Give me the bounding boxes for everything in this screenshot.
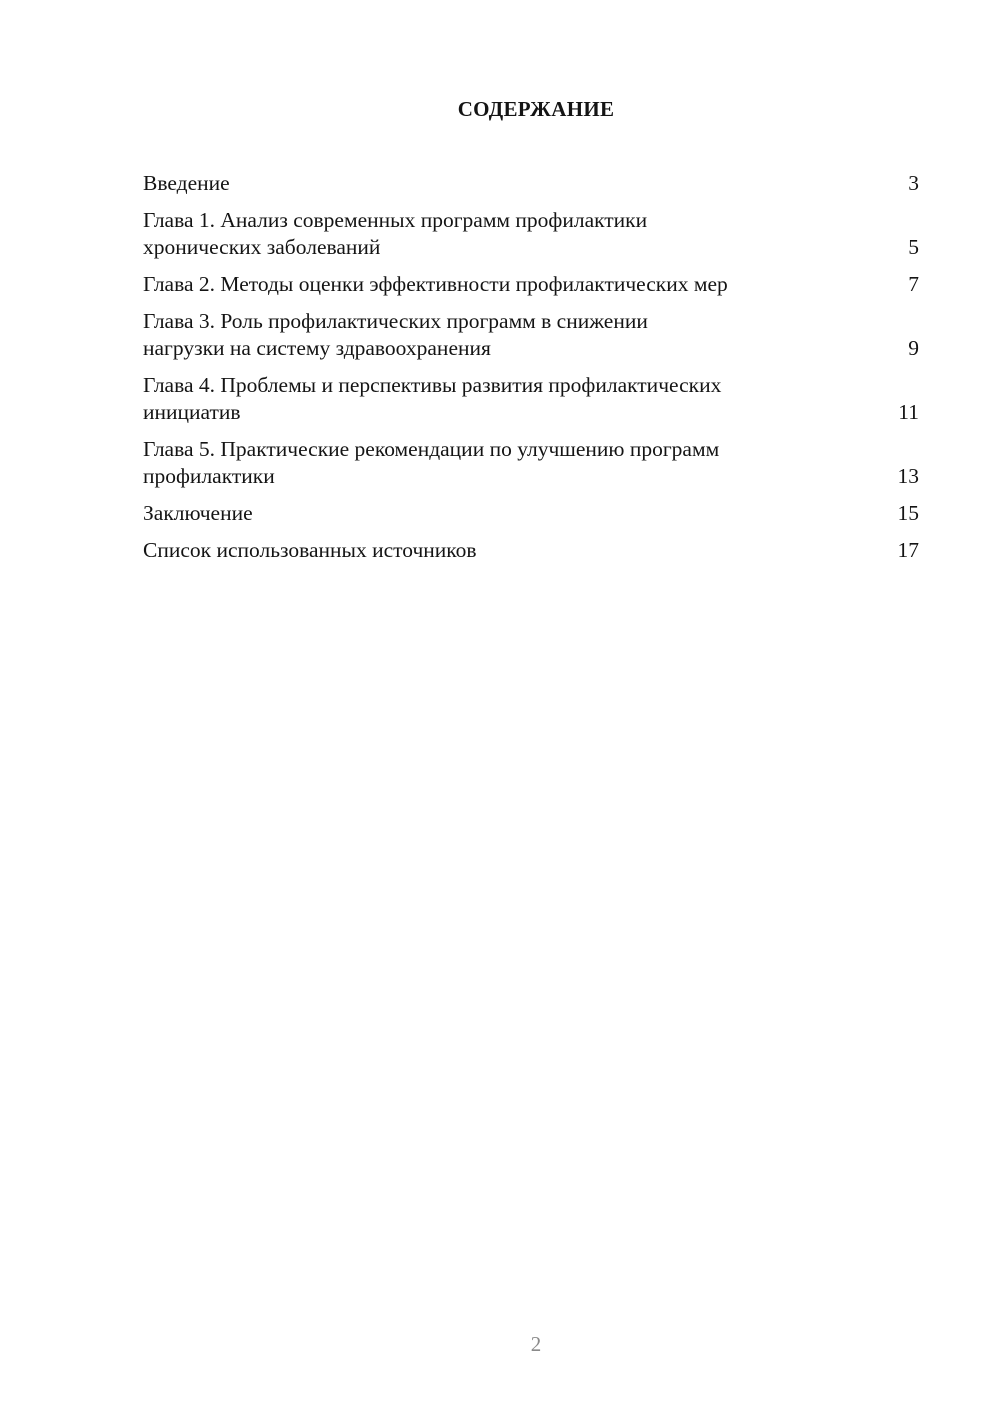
toc-entry-page: 13 <box>897 464 919 488</box>
toc-entry-line: Глава 4. Проблемы и перспективы развития профилактических <box>143 373 722 397</box>
page-number: 2 <box>530 1332 542 1356</box>
toc-entry-title <box>143 170 908 197</box>
toc-entry-chapter-1 <box>143 207 919 261</box>
toc-entry-title <box>143 372 898 426</box>
toc-entry-chapter-4 <box>143 372 919 426</box>
toc-entry-line: Глава 3. Роль профилактических программ в снижении <box>143 309 648 333</box>
toc-entry-page: 3 <box>908 171 919 195</box>
toc-entry-line: Заключение <box>143 501 253 525</box>
toc-entry-line: Список использованных источников <box>143 538 477 562</box>
toc-entry-line: Введение <box>143 171 230 195</box>
toc-entry-references <box>143 537 919 564</box>
toc-entry-page: 7 <box>908 272 919 296</box>
toc-entry-title <box>143 436 898 490</box>
toc-entry-page: 9 <box>908 336 919 360</box>
page-title: СОДЕРЖАНИЕ <box>457 97 615 121</box>
toc-entry-conclusion <box>143 500 919 527</box>
toc-entry-line: Глава 1. Анализ современных программ профилактики <box>143 208 648 232</box>
toc-entry-page: 15 <box>897 501 919 525</box>
toc-entry-line: Глава 5. Практические рекомендации по улучшению программ <box>143 437 720 461</box>
toc-entry-line: хронических заболеваний <box>143 235 381 259</box>
toc-entry-title <box>143 207 908 261</box>
toc-entry-page: 11 <box>898 400 919 424</box>
table-of-contents <box>143 170 919 574</box>
toc-entry-page: 17 <box>897 538 919 562</box>
toc-entry-title <box>143 500 898 527</box>
toc-entry-title <box>143 271 908 298</box>
toc-entry-title <box>143 537 898 564</box>
toc-entry-line: Глава 2. Методы оценки эффективности профилактических мер <box>143 272 728 296</box>
toc-entry-chapter-3 <box>143 308 919 362</box>
toc-entry-line: нагрузки на систему здравоохранения <box>143 336 491 360</box>
toc-entry-chapter-5 <box>143 436 919 490</box>
toc-entry-chapter-2 <box>143 271 919 298</box>
toc-entry-title <box>143 308 908 362</box>
toc-entry-page: 5 <box>908 235 919 259</box>
toc-entry-line: профилактики <box>143 464 275 488</box>
toc-entry-introduction <box>143 170 919 197</box>
toc-entry-line: инициатив <box>143 400 241 424</box>
